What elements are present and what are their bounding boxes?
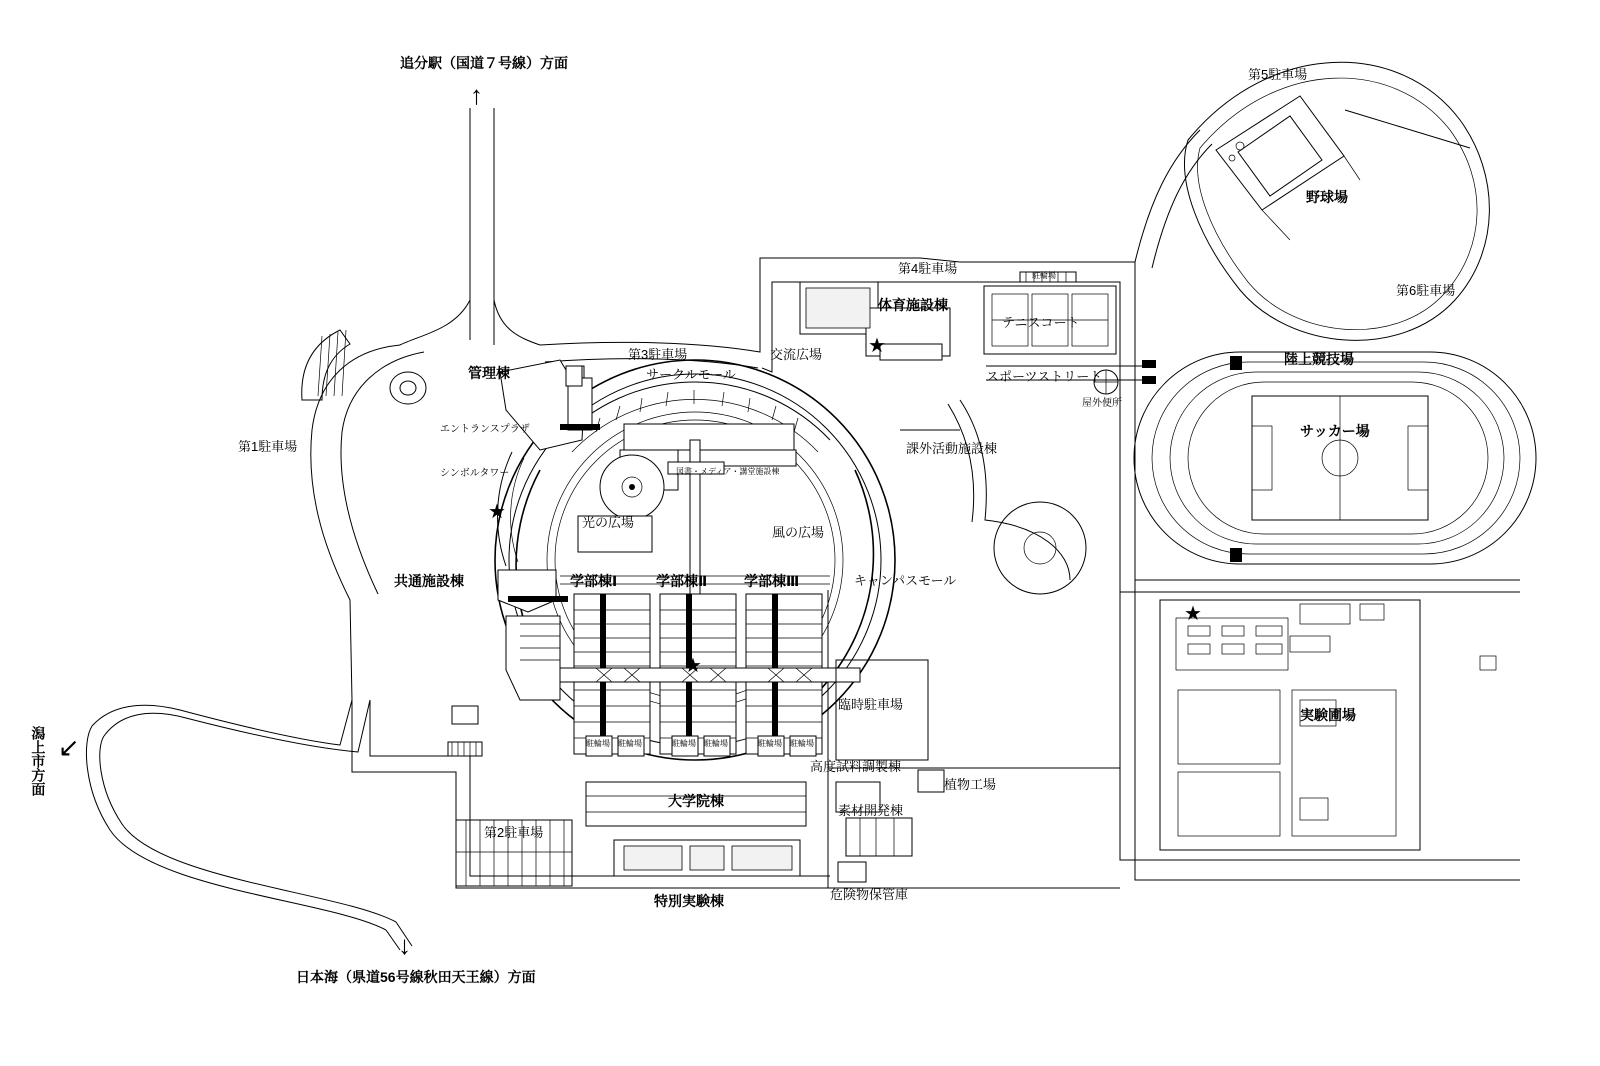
marker-campus-center: ★	[684, 655, 702, 677]
label-hazardous-storage: 危険物保管庫	[830, 887, 909, 902]
direction-south-arrow: ↓	[398, 930, 411, 960]
label-entrance-plaza: エントランスプラザ	[440, 424, 530, 435]
label-parking-5: 第5駐車場	[1248, 67, 1308, 82]
label-bicycle-6: 駐輪場	[790, 739, 814, 748]
label-parking-1: 第1駐車場	[238, 439, 298, 454]
label-material-dev: 素材開発棟	[838, 803, 904, 818]
label-circle-mall: サークルモール	[646, 367, 736, 382]
label-exchange-plaza: 交流広場	[770, 347, 823, 362]
label-light-plaza: 光の広場	[582, 515, 635, 530]
direction-southwest-arrow: ↙	[58, 732, 80, 762]
label-soccer-field: サッカー場	[1300, 423, 1370, 439]
label-campus-mall: キャンパスモール	[854, 573, 957, 588]
label-baseball-field: 野球場	[1306, 189, 1348, 205]
label-parking-2: 第2駐車場	[484, 825, 544, 840]
label-common-facility: 共通施設棟	[394, 573, 464, 589]
label-bicycle-2: 駐輪場	[618, 739, 642, 748]
label-bicycle-5: 駐輪場	[758, 739, 782, 748]
label-athletic-field: 陸上競技場	[1284, 351, 1354, 367]
label-tennis-court: テニスコート	[1002, 315, 1080, 330]
label-sports-street: スポーツストリート	[986, 369, 1103, 384]
label-faculty-2: 学部棟Ⅱ	[656, 573, 708, 589]
label-special-lab: 特別実験棟	[654, 893, 724, 909]
direction-north-label: 追分駅（国道７号線）方面	[400, 55, 568, 71]
label-bicycle-1: 駐輪場	[586, 739, 610, 748]
label-parking-4: 第4駐車場	[898, 261, 958, 276]
label-wind-plaza: 風の広場	[772, 525, 825, 540]
direction-north-arrow: ↑	[470, 80, 483, 110]
label-bicycle-3: 駐輪場	[672, 739, 696, 748]
label-bicycle-7: 駐輪場	[1032, 271, 1056, 280]
label-graduate-building: 大学院棟	[668, 793, 724, 809]
label-extracurricular: 課外活動施設棟	[906, 441, 998, 456]
label-parking-3: 第3駐車場	[628, 347, 688, 362]
label-faculty-3: 学部棟Ⅲ	[744, 573, 800, 589]
label-bicycle-4: 駐輪場	[704, 739, 728, 748]
label-temp-parking: 臨時駐車場	[838, 697, 904, 712]
label-experiment-farm: 実験圃場	[1300, 707, 1356, 723]
label-sample-prep: 高度試料調製棟	[810, 759, 902, 774]
marker-experiment-farm: ★	[1184, 603, 1202, 625]
label-faculty-1: 学部棟Ⅰ	[570, 573, 618, 589]
label-symbol-tower: シンボルタワー	[440, 468, 510, 479]
label-parking-6: 第6駐車場	[1396, 283, 1456, 298]
marker-gym: ★	[868, 335, 886, 357]
marker-symbol-tower: ★	[488, 501, 506, 523]
direction-south-label: 日本海（県道56号線秋田天王線）方面	[296, 969, 536, 985]
direction-southwest-label: 潟上市方面	[30, 726, 47, 796]
label-gym-facility: 体育施設棟	[878, 297, 948, 313]
label-admin-building: 管理棟	[468, 365, 510, 381]
label-library-media-hall: 図書・メディア・講堂施設棟	[676, 467, 780, 476]
label-outdoor-toilet: 屋外便所	[1082, 398, 1122, 409]
label-plant-factory: 植物工場	[944, 777, 997, 792]
